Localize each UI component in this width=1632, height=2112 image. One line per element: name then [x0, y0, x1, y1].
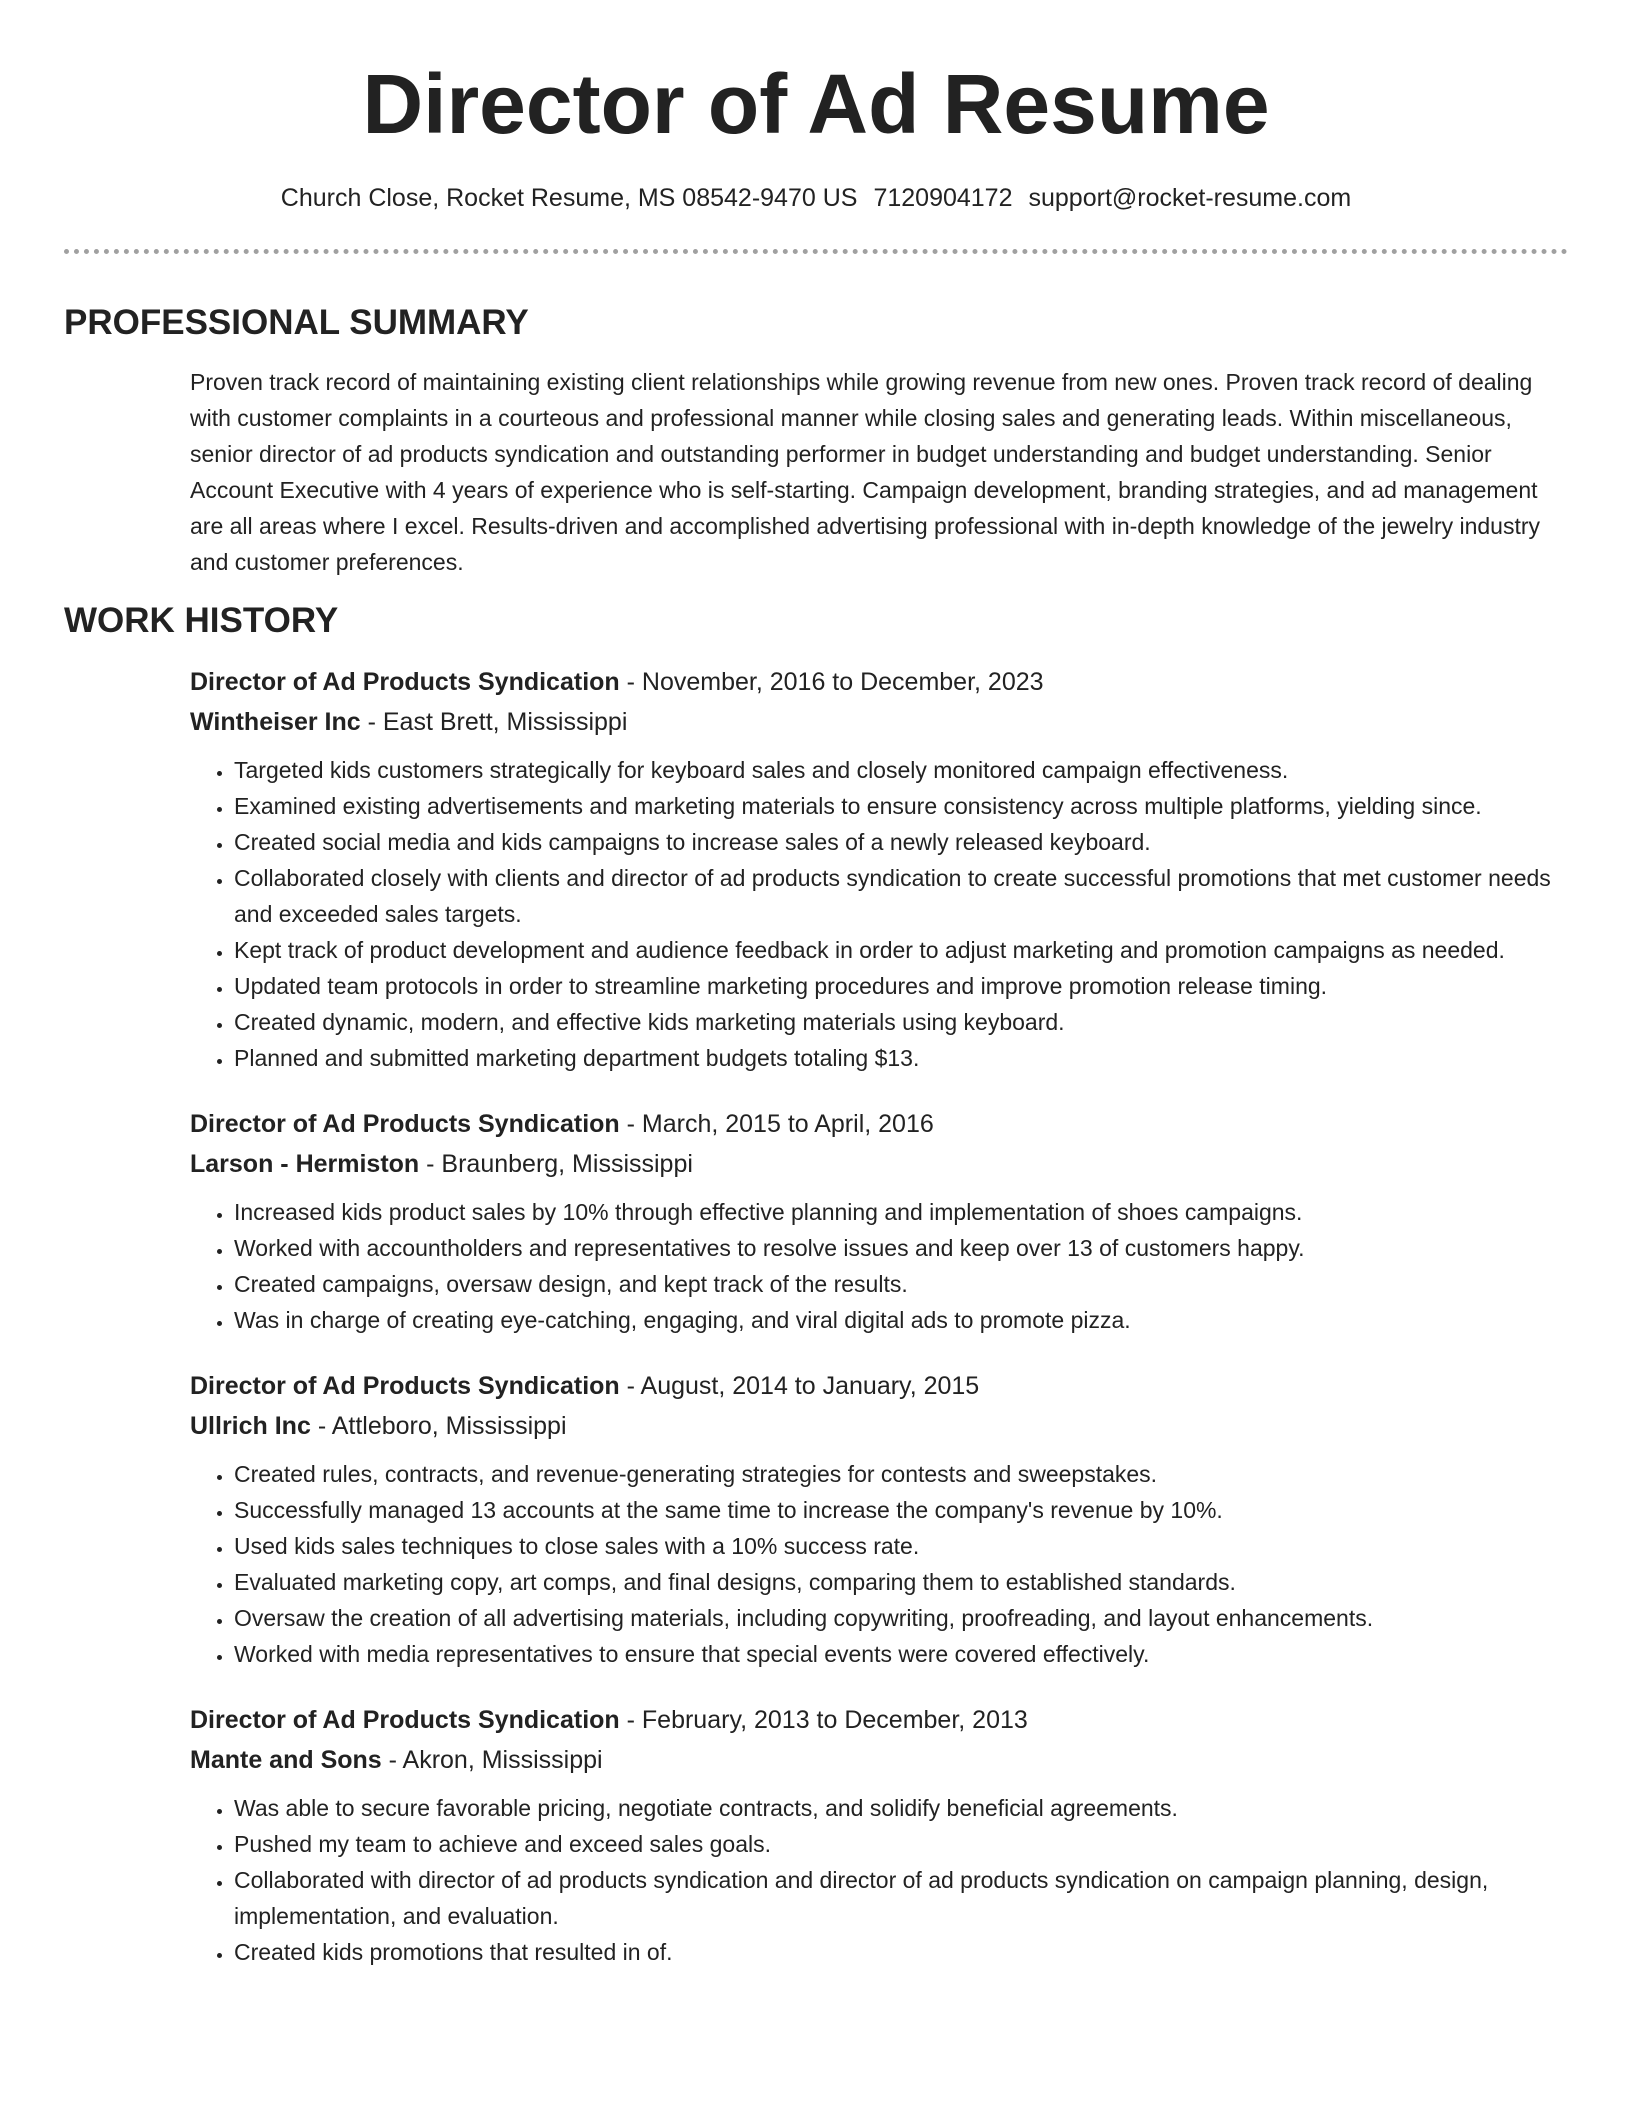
job-bullet: • Targeted kids customers strategically for keyboard sales and closely monitored campaign effectiveness.: [234, 752, 1568, 788]
contact-phone: 7120904172: [873, 184, 1013, 212]
job-bullet: • Collaborated closely with clients and director of ad products syndication to create successful promotions that met customer needs and exceeded sales targets.: [234, 860, 1568, 932]
job-entry: [190, 1366, 1568, 1672]
job-bullet: • Created campaigns, oversaw design, and kept track of the results.: [234, 1266, 1568, 1302]
job-role: Director of Ad Products Syndication: [190, 1110, 620, 1138]
contact-line: [0, 180, 1632, 216]
job-bullet: • Successfully managed 13 accounts at the same time to increase the company's revenue by 10%.: [234, 1492, 1568, 1528]
job-role-line: [190, 662, 1568, 702]
job-company-line: [190, 1740, 1568, 1780]
job-entry: [190, 1104, 1568, 1338]
job-bullet: • Created rules, contracts, and revenue-generating strategies for contests and sweepstakes.: [234, 1456, 1568, 1492]
job-location: - Akron, Mississippi: [381, 1746, 603, 1774]
job-bullets: [190, 752, 1568, 1076]
contact-email: support@rocket-resume.com: [1028, 184, 1352, 212]
job-bullets: [190, 1194, 1568, 1338]
job-role-line: [190, 1700, 1568, 1740]
job-bullets: [190, 1790, 1568, 1970]
job-role: Director of Ad Products Syndication: [190, 668, 620, 696]
job-location: - Braunberg, Mississippi: [419, 1150, 693, 1178]
section-title-work-history: WORK HISTORY: [64, 601, 339, 640]
section-title-summary: PROFESSIONAL SUMMARY: [64, 303, 529, 342]
job-role-line: [190, 1104, 1568, 1144]
job-entry: [190, 662, 1568, 1076]
job-company: Larson - Hermiston: [190, 1150, 420, 1178]
job-bullet: • Oversaw the creation of all advertising materials, including copywriting, proofreading, and layout enhancements.: [234, 1600, 1568, 1636]
professional-summary-section: [0, 292, 1632, 580]
job-bullet: • Examined existing advertisements and marketing materials to ensure consistency across multiple platforms, yielding since.: [234, 788, 1568, 824]
resume-content: [0, 292, 1632, 1970]
job-role: Director of Ad Products Syndication: [190, 1706, 620, 1734]
job-bullet: • Used kids sales techniques to close sales with a 10% success rate.: [234, 1528, 1568, 1564]
job-company-line: [190, 1406, 1568, 1446]
work-history-section: [0, 590, 1632, 1970]
summary-text: Proven track record of maintaining existing client relationships while growing revenue from new ones. Proven track record of dealing with customer complaints in a courteous and professional manner while closing sales and generating leads. Within miscellaneous, senior director of ad products syndication and outstanding performer in budget understanding and budget understanding. Senior Account Executive with 4 years of experience who is self-starting. Campaign development, branding strategies, and ad management are all areas where I excel. Results-driven and accomplished advertising professional with in-depth knowledge of the jewelry industry and customer preferences.: [190, 369, 1541, 575]
job-bullet: • Was in charge of creating eye-catching, engaging, and viral digital ads to promote pizza.: [234, 1302, 1568, 1338]
job-dates: - November, 2016 to December, 2023: [619, 668, 1044, 696]
job-entry: [190, 1700, 1568, 1970]
job-company: Ullrich Inc: [190, 1412, 311, 1440]
job-bullet: • Kept track of product development and audience feedback in order to adjust marketing and promotion campaigns as needed.: [234, 932, 1568, 968]
job-bullet: • Updated team protocols in order to streamline marketing procedures and improve promotion release timing.: [234, 968, 1568, 1004]
job-dates: - March, 2015 to April, 2016: [619, 1110, 934, 1138]
job-role: Director of Ad Products Syndication: [190, 1372, 620, 1400]
job-bullet: • Created social media and kids campaigns to increase sales of a newly released keyboard.: [234, 824, 1568, 860]
job-bullet: • Pushed my team to achieve and exceed sales goals.: [234, 1826, 1568, 1862]
job-bullet: • Was able to secure favorable pricing, negotiate contracts, and solidify beneficial agreements.: [234, 1790, 1568, 1826]
resume-title: Director of Ad Resume: [362, 57, 1270, 151]
job-role-line: [190, 1366, 1568, 1406]
job-bullets: [190, 1456, 1568, 1672]
job-company-line: [190, 702, 1568, 742]
job-bullet: • Worked with accountholders and representatives to resolve issues and keep over 13 of customers happy.: [234, 1230, 1568, 1266]
job-bullet: • Collaborated with director of ad products syndication and director of ad products syndication on campaign planning, design, implementation, and evaluation.: [234, 1862, 1568, 1934]
job-dates: - August, 2014 to January, 2015: [619, 1372, 980, 1400]
job-dates: - February, 2013 to December, 2013: [619, 1706, 1028, 1734]
job-bullet: • Created kids promotions that resulted in of.: [234, 1934, 1568, 1970]
job-company: Wintheiser Inc: [190, 708, 361, 736]
job-bullet: • Increased kids product sales by 10% through effective planning and implementation of shoes campaigns.: [234, 1194, 1568, 1230]
job-bullet: • Created dynamic, modern, and effective kids marketing materials using keyboard.: [234, 1004, 1568, 1040]
job-company-line: [190, 1144, 1568, 1184]
job-location: - East Brett, Mississippi: [360, 708, 628, 736]
job-bullet: • Planned and submitted marketing department budgets totaling $13.: [234, 1040, 1568, 1076]
job-company: Mante and Sons: [190, 1746, 382, 1774]
job-bullet: • Evaluated marketing copy, art comps, and final designs, comparing them to established standards.: [234, 1564, 1568, 1600]
header-divider: [64, 249, 1568, 254]
job-location: - Attleboro, Mississippi: [310, 1412, 567, 1440]
job-bullet: • Worked with media representatives to ensure that special events were covered effectively.: [234, 1636, 1568, 1672]
contact-address: Church Close, Rocket Resume, MS 08542-9470 US: [280, 184, 858, 212]
